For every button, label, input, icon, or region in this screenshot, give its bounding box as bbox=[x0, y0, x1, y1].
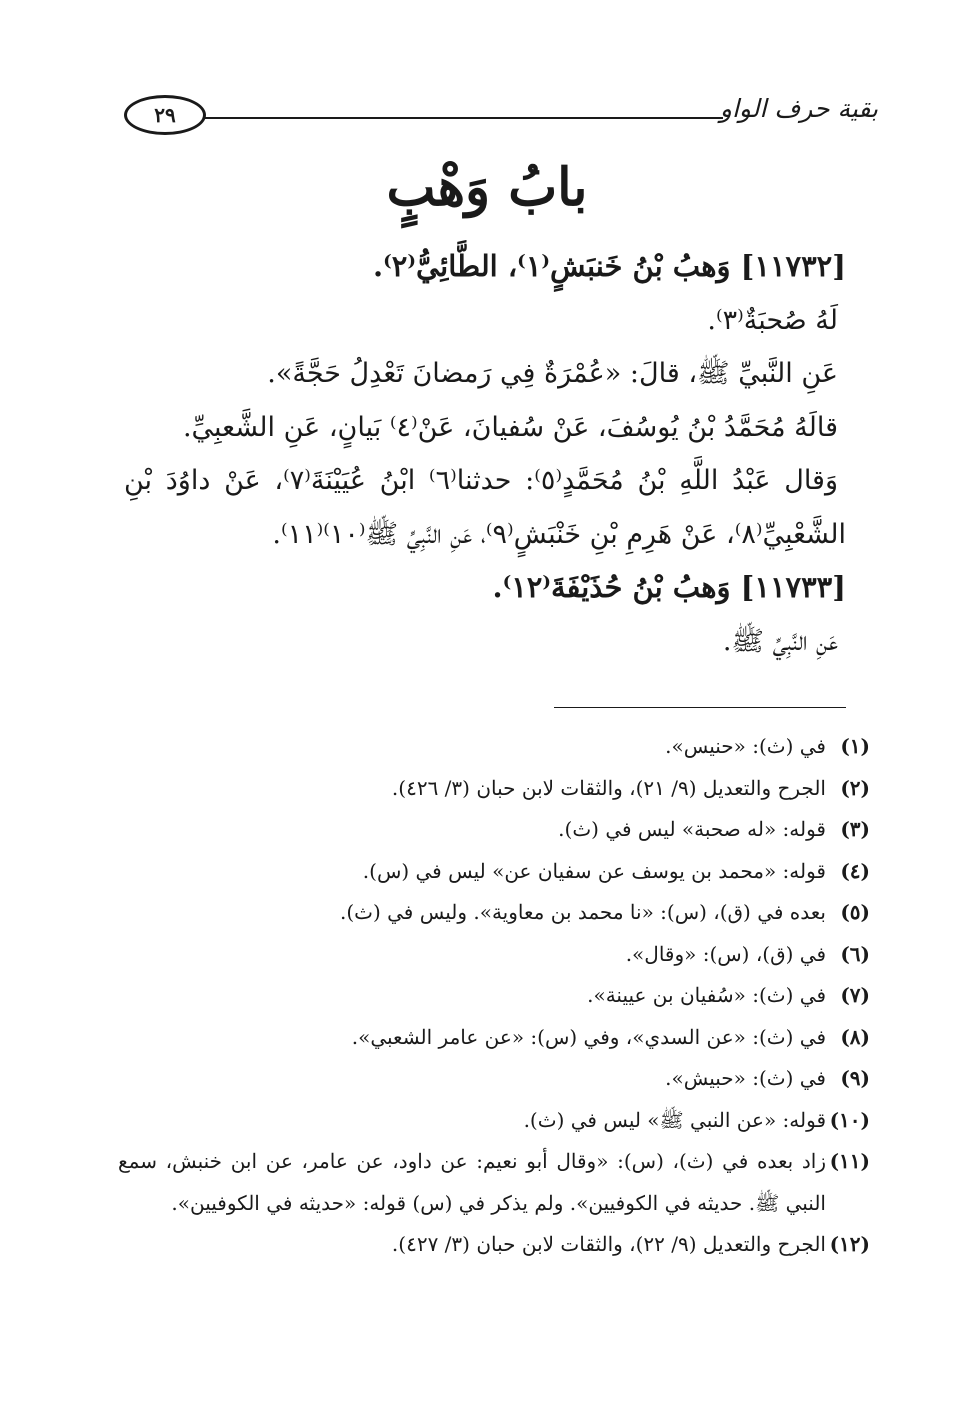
page-number: ٢٩ bbox=[124, 95, 206, 135]
footnote-separator bbox=[554, 707, 846, 708]
footnote-number: (١٠) bbox=[829, 1107, 870, 1132]
footnote-number: (٨) bbox=[840, 1024, 870, 1049]
footnote-number: (٩) bbox=[840, 1066, 870, 1090]
footnote-number: (٣) bbox=[840, 817, 870, 841]
chapter-title: بابُ وَهْبٍ bbox=[386, 157, 588, 218]
footnote bbox=[118, 726, 870, 768]
footnote-text: في (ث): «سُفيان بن عيينة». bbox=[587, 983, 826, 1007]
main-text bbox=[124, 240, 846, 668]
footnote bbox=[118, 934, 870, 976]
footnote-number: (٤) bbox=[840, 858, 870, 883]
footnote-text: في (ث): «حبيش». bbox=[665, 1066, 826, 1090]
footnote-text: زاد بعده في (ث)، (س): «وقال أبو نعيم: عن داود، عن عامر، عن ابن خنبش، سمع bbox=[118, 1149, 826, 1173]
text-line: الشَّعْبِيِّ⁽٨⁾، عَنْ هَرِمِ بْنِ خَنْبَشٍ⁽٩⁾، عَنِ النَّبِيِّ ﷺ⁽١٠⁾⁽١١⁾. bbox=[272, 518, 846, 550]
footnote-text: الجرح والتعديل (٩/ ٢١)، والثقات لابن حبان (٣/ ٤٢٦). bbox=[391, 775, 826, 800]
text-line: عَنِ النَّبِيِّ ﷺ. bbox=[722, 625, 838, 657]
footnote bbox=[118, 851, 870, 893]
footnote bbox=[118, 1224, 870, 1266]
footnote bbox=[118, 1100, 870, 1142]
text-line: عَنِ النَّبيِّ ﷺ، قالَ: «عُمْرَةٌ فِي رَمضانَ تَعْدِلُ حَجَّةً». bbox=[267, 358, 838, 389]
footnote bbox=[118, 809, 870, 851]
footnote-number: (٢) bbox=[840, 775, 870, 800]
footnote-number: (١٢) bbox=[829, 1232, 870, 1256]
footnote-text: بعده في (ق)، (س): «نا محمد بن معاوية». وليس في (ث). bbox=[339, 900, 826, 924]
footnote-text: قوله: «عن النبي ﷺ» ليس في (ث). bbox=[523, 1107, 826, 1132]
text-line: قالَهُ مُحَمَّدُ بْنُ يُوسُفَ، عَنْ سُفيانَ، عَنْ⁽٤⁾ بَيانٍ، عَنِ الشَّعبِيِّ. bbox=[182, 411, 838, 443]
footnote bbox=[118, 975, 870, 1017]
running-title: بقية حرف الواو bbox=[719, 94, 878, 123]
footnote-text: قوله: «محمد بن يوسف عن سفيان عن» ليس في (س). bbox=[362, 858, 826, 883]
header-rule bbox=[196, 117, 723, 119]
footnote bbox=[118, 1058, 870, 1100]
footnote-number: (٥) bbox=[840, 900, 870, 924]
entry-heading: [١١٧٣٣] وَهبُ بْنُ حُذَيْفَةَ⁽١٢⁾. bbox=[492, 570, 846, 604]
footnote-number: (١١) bbox=[829, 1149, 870, 1173]
footnote-number: (١) bbox=[840, 734, 870, 758]
footnote-number: (٧) bbox=[840, 983, 870, 1007]
text-line: لَهُ صُحبَةٌ⁽٣⁾. bbox=[707, 304, 838, 336]
footnote-text: الجرح والتعديل (٩/ ٢٢)، والثقات لابن حبان (٣/ ٤٢٧). bbox=[391, 1232, 826, 1256]
running-header bbox=[124, 92, 878, 140]
footnote bbox=[118, 1141, 870, 1183]
footnote bbox=[118, 768, 870, 810]
footnotes bbox=[118, 726, 870, 1266]
footnote-text: في (ق)، (س): «وقال». bbox=[625, 941, 826, 966]
footnote-text: في (ث): «عن السدي»، وفي (س): «عن عامر الشعبي». bbox=[351, 1024, 826, 1049]
footnote-number: (٦) bbox=[840, 941, 870, 966]
footnote-text: قوله: «له صحبة» ليس في (ث). bbox=[558, 817, 826, 841]
footnote-text: في (ث): «حنيس». bbox=[665, 734, 826, 758]
entry-heading: [١١٧٣٢] وَهبُ بْنُ خَنبَشٍ⁽١⁾، الطَّائِيُّ⁽٢⁾. bbox=[373, 249, 846, 283]
footnote bbox=[118, 1017, 870, 1059]
footnote-continuation: النبي ﷺ. حديثه في الكوفيين». ولم يذكر في (س) قوله: «حديثه في الكوفيين». bbox=[171, 1190, 826, 1215]
text-line: وَقال عَبْدُ اللَّهِ بْنُ مُحَمَّدٍ⁽٥⁾: حدثنا⁽٦⁾ ابْنُ عُيَيْنَةَ⁽٧⁾، عَنْ داوُدَ بْنِ bbox=[124, 465, 838, 496]
footnote bbox=[118, 892, 870, 934]
